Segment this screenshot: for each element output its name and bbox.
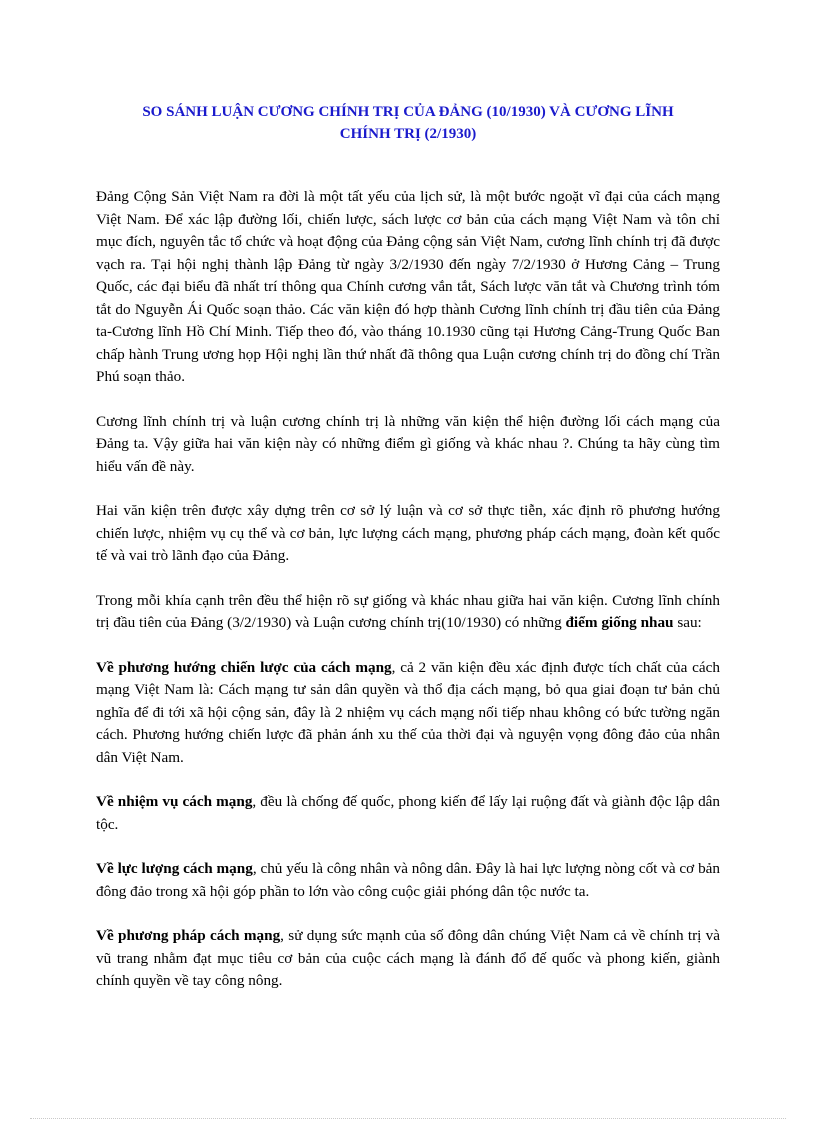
paragraph-text: , sử dụng sức mạnh của số đông dân chúng Việt Nam cả về chính trị và vũ trang nhằm đạt mục tiêu cơ bản của cuộc cách mạng là đánh đổ đế quốc và phong kiến, giành chính quyền về tay công nông.: [96, 927, 720, 989]
paragraph-text: Đảng Cộng Sản Việt Nam ra đời là một tất yếu của lịch sử, là một bước ngoặt vĩ đại của cách mạng Việt Nam. Để xác lập đường lối, chiến lược, sách lược cơ bản của cách mạng Việt Nam và tôn chỉ mục đích, nguyên tắc tổ chức và hoạt động của Đảng cộng sản Việt Nam, cương lĩnh chính trị đã được vạch ra. Tại hội nghị thành lập Đảng từ ngày 3/2/1930 đến ngày 7/2/1930 ở Hương Cảng – Trung Quốc, các đại biểu đã nhất trí thông qua Chính cương vắn tắt, Sách lược văn tắt và Chương trình tóm tắt do Nguyễn Ái Quốc soạn thảo. Các văn kiện đó hợp thành Cương lĩnh chính trị đầu tiên của Đảng ta-Cương lĩnh Hồ Chí Minh. Tiếp theo đó, vào tháng 10.1930 cũng tại Hương Cảng-Trung Quốc Ban chấp hành Trung ương họp Hội nghị lần thứ nhất đã thông qua Luận cương chính trị do đồng chí Trần Phú soạn thảo.: [96, 188, 720, 385]
title-line-2: CHÍNH TRỊ (2/1930): [339, 126, 477, 142]
paragraph-text: , đều là chống đế quốc, phong kiến để lấy lại ruộng đất và giành độc lập dân tộc.: [96, 793, 721, 833]
paragraph-text: sau:: [673, 614, 702, 631]
bold-heading: Về nhiệm vụ cách mạng: [96, 793, 253, 810]
paragraph-text: Trong mỗi khía cạnh trên đều thể hiện rõ sự giống và khác nhau giữa hai văn kiện. Cương lĩnh chính trị đầu tiên của Đảng (3/2/1930) và Luận cương chính trị(10/1930) có những: [96, 591, 720, 631]
paragraph-foundation: [96, 500, 720, 568]
title-line-1: SO SÁNH LUẬN CƯƠNG CHÍNH TRỊ CỦA ĐẢNG (10/1930) VÀ CƯƠNG LĨNH: [142, 104, 674, 120]
bold-heading: Về lực lượng cách mạng: [96, 860, 253, 877]
paragraph-text: , cả 2 văn kiện đều xác định được tích chất của cách mạng Việt Nam là: Cách mạng tư sản dân quyền và thổ địa cách mạng, bỏ qua giai đoạn tư bản chủ nghĩa để đi tới xã hội cộng sản, đây là 2 nhiệm vụ cách mạng nối tiếp nhau không có bức tường ngăn cách. Phương hướng chiến lược đã phản ánh xu thế của thời đại và nguyện vọng đông đảo của nhân dân Việt Nam.: [96, 658, 721, 766]
paragraph-text: Cương lĩnh chính trị và luận cương chính trị là những văn kiện thể hiện đường lối cách mạng của Đảng ta. Vậy giữa hai văn kiện này có những điểm gì giống và khác nhau ?. Chúng ta hãy cùng tìm hiểu vấn đề này.: [96, 412, 720, 475]
bold-heading: Về phương pháp cách mạng: [96, 927, 281, 944]
page-bottom-divider: [30, 1118, 786, 1119]
document-title: [96, 101, 720, 145]
paragraph-similarities-intro: [96, 590, 720, 635]
paragraph-intro: [96, 186, 720, 389]
bold-phrase: điểm giống nhau: [565, 614, 674, 631]
paragraph-text: Hai văn kiện trên được xây dựng trên cơ sở lý luận và cơ sở thực tiễn, xác định rõ phương hướng chiến lược, nhiệm vụ cụ thể và cơ bản, lực lượng cách mạng, phương pháp cách mạng, đoàn kết quốc tế và vai trò lãnh đạo của Đảng.: [96, 502, 720, 564]
paragraph-methods: [96, 925, 720, 993]
bold-heading: Về phương hướng chiến lược của cách mạng: [96, 658, 392, 676]
document-page: [96, 0, 720, 1123]
paragraph-strategy: [96, 657, 720, 770]
paragraph-text: , chủ yếu là công nhân và nông dân. Đây là hai lực lượng nòng cốt và cơ bản đông đảo trong xã hội góp phần to lớn vào công cuộc giải phóng dân tộc nước ta.: [96, 860, 720, 900]
paragraph-forces: [96, 858, 720, 903]
paragraph-question: [96, 411, 720, 479]
document-body: [96, 186, 720, 1015]
paragraph-tasks: [96, 791, 720, 836]
